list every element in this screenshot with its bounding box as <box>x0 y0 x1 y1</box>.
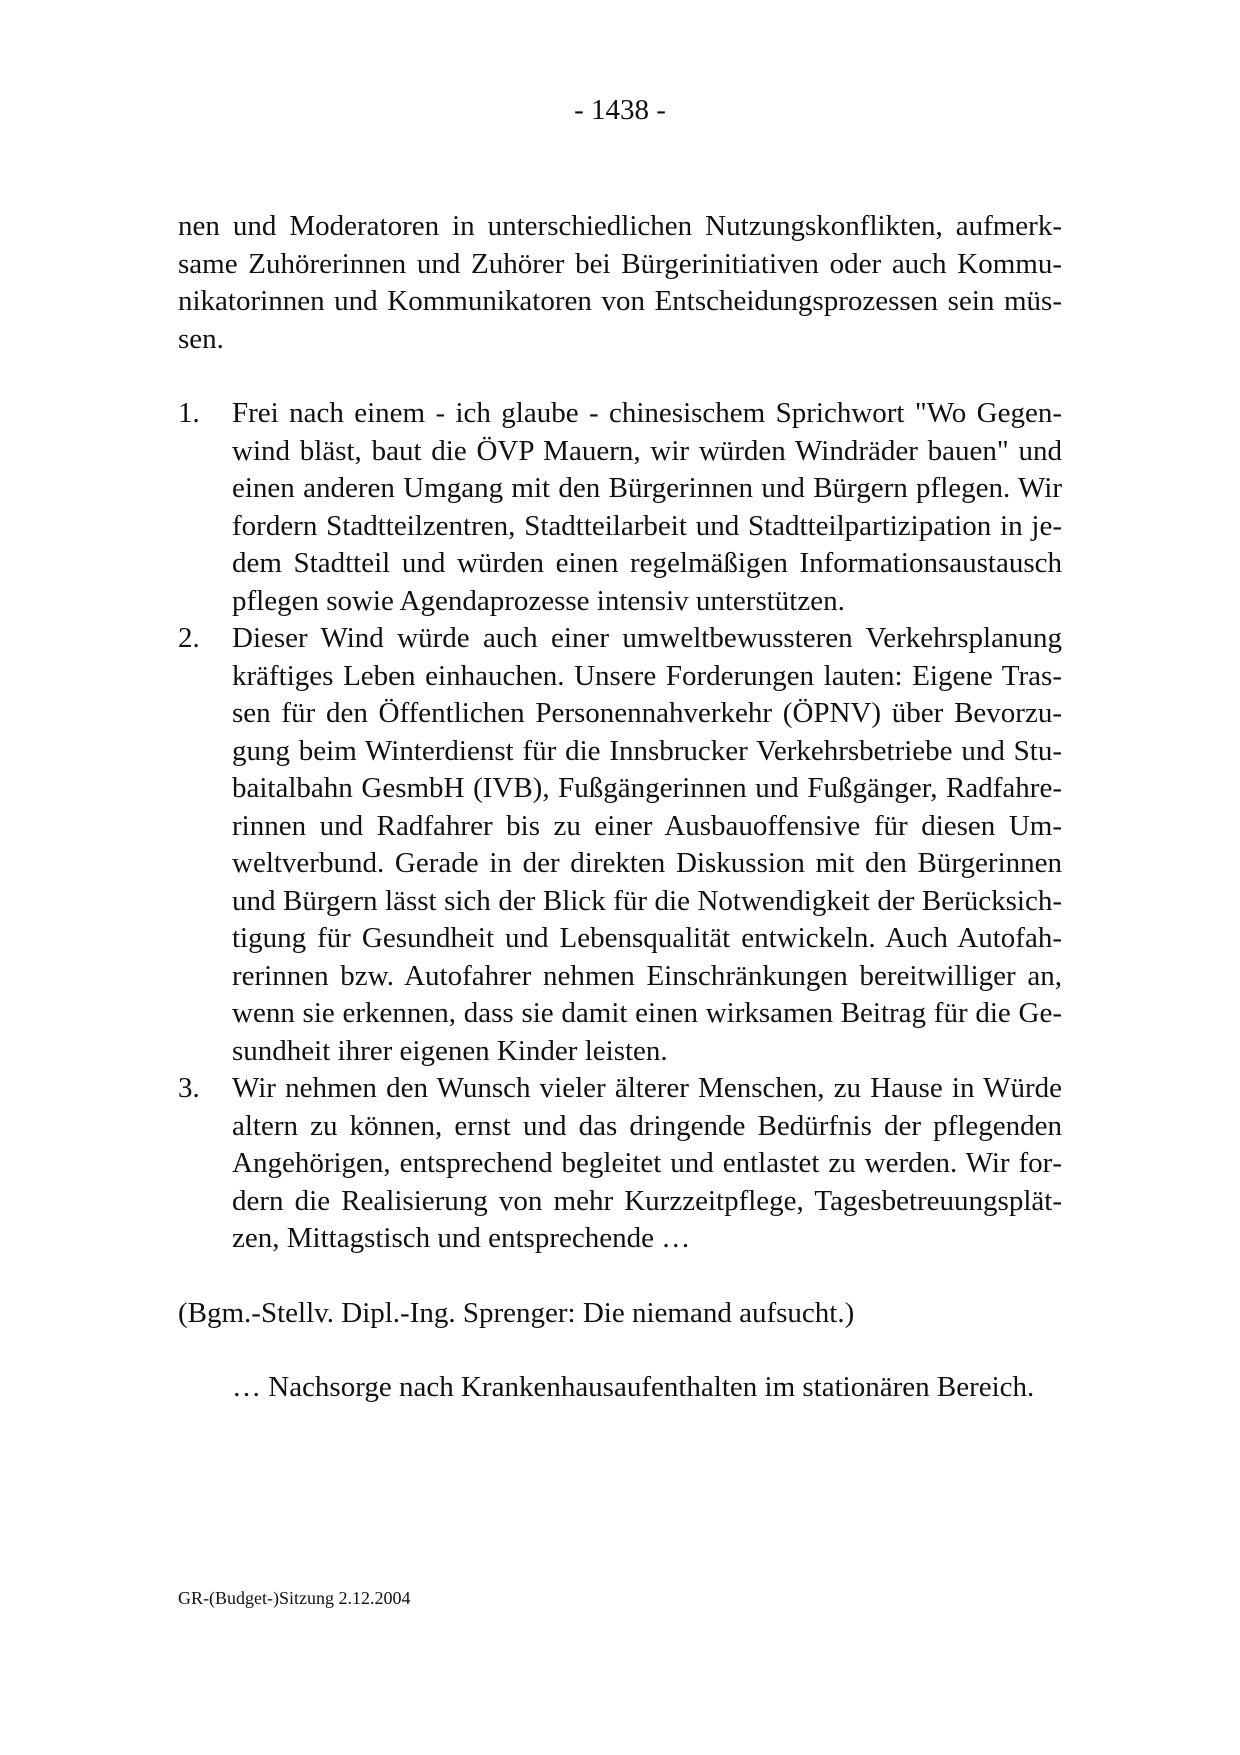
list-item-text: Frei nach einem - ich glaube - chinesischem Sprichwort "Wo Gegenwind bläst, baut die ÖVP Mauern, wir würden Windräder bauen" und einen anderen Umgang mit den Bürgerinnen und Bürgern pflegen. Wir fordern Stadtteilzentren, Stadtteilarbeit und Stadtteilpartizipation in jedem Stadtteil und würden einen regelmäßigen Informationsaustausch pflegen sowie Agendaprozesse intensiv unterstützen. <box>232 397 1062 617</box>
list-item-text: Dieser Wind würde auch einer umweltbewussteren Verkehrsplanung kräftiges Leben einhauchen. Unsere Forderungen lauten: Eigene Trassen für den Öffentlichen Personennahverkehr (ÖPNV) über Bevorzugung beim Winterdienst für die Innsbrucker Verkehrsbetriebe und Stubaitalbahn GesmbH (IVB), Fußgängerinnen und Fußgänger, Radfahrerinnen und Radfahrer bis zu einer Ausbauoffensive für diesen Umweltverbund. Gerade in der direkten Diskussion mit den Bürgerinnen und Bürgern lässt sich der Blick für die Notwendigkeit der Berücksichtigung für Gesundheit und Lebensqualität entwickeln. Auch Autofahrerinnen bzw. Autofahrer nehmen Einschränkungen bereitwilliger an, wenn sie erkennen, dass sie damit einen wirksamen Beitrag für die Gesundheit ihrer eigenen Kinder leisten. <box>232 622 1062 1067</box>
continuation-text: … Nachsorge nach Krankenhausaufenthalten im stationären Bereich. <box>232 1371 1035 1403</box>
list-item-number: 3. <box>178 1072 200 1104</box>
intro-paragraph: nen und Moderatoren in unterschiedlichen Nutzungskonflikten, aufmerksame Zuhörerinnen und Zuhörer bei Bürgerinitiativen oder auch Kommunikatorinnen und Kommunikatoren von Entscheidungsprozessen sein müssen. <box>178 210 1062 355</box>
list-item-number: 2. <box>178 622 200 654</box>
list-item <box>178 395 1062 620</box>
list-item <box>178 1070 1062 1258</box>
page-number: - 1438 - <box>574 94 666 126</box>
list-item-text: Wir nehmen den Wunsch vieler älterer Menschen, zu Hause in Würde altern zu können, ernst und das dringende Bedürfnis der pflegenden Angehörigen, entsprechend begleitet und entlastet zu werden. Wir fordern die Realisierung von mehr Kurzzeitpflege, Tagesbetreuungsplätzen, Mittagstisch und entsprechende … <box>232 1072 1062 1254</box>
interjection: (Bgm.-Stellv. Dipl.-Ing. Sprenger: Die niemand aufsucht.) <box>178 1296 855 1329</box>
list-item <box>178 620 1062 1070</box>
document-body <box>178 208 1062 1407</box>
numbered-list <box>178 395 1062 1258</box>
list-item-number: 1. <box>178 397 200 429</box>
footer-session-label: GR-(Budget-)Sitzung 2.12.2004 <box>178 1588 411 1608</box>
